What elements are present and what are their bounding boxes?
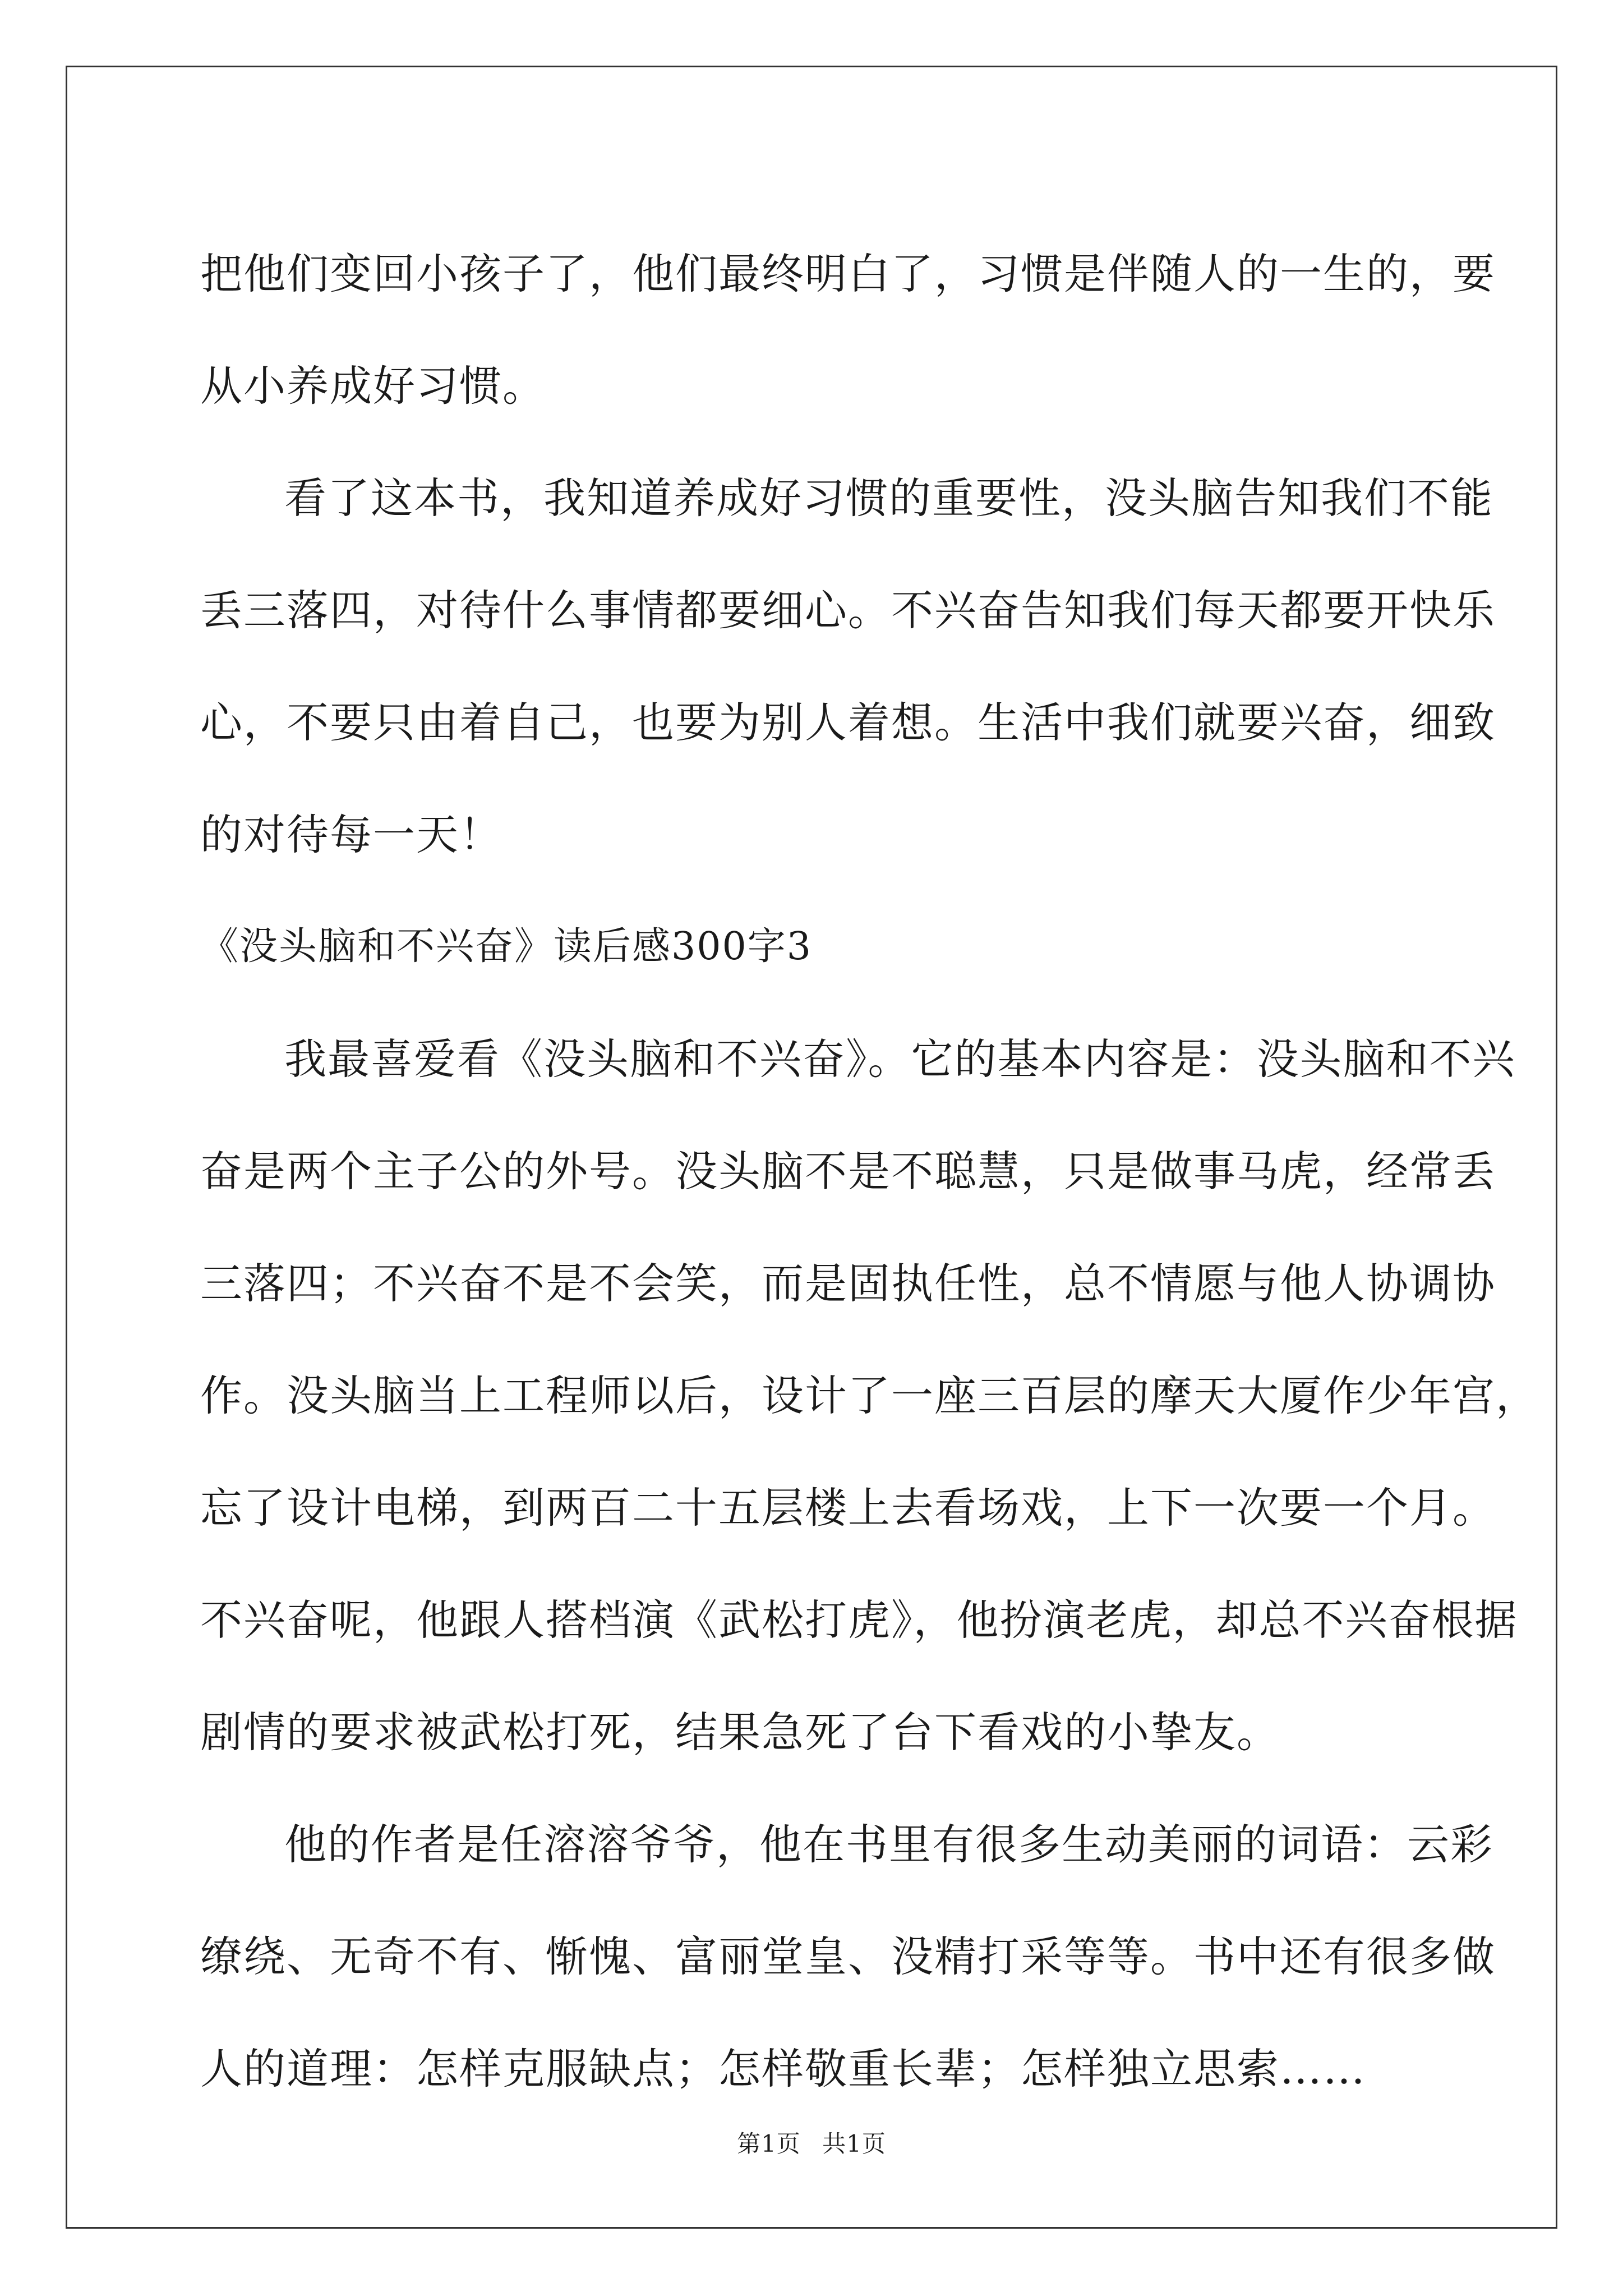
text-line: 我最喜爱看《没头脑和不兴奋》。它的基本内容是：没头脑和不兴	[284, 1034, 1516, 1084]
text-line: 奋是两个主子公的外号。没头脑不是不聪慧，只是做事马虎，经常丢	[200, 1147, 1496, 1196]
text-line: 心，不要只由着自己，也要为别人着想。生活中我们就要兴奋，细致	[200, 698, 1496, 747]
text-line: 三落四；不兴奋不是不会笑，而是固执任性，总不情愿与他人协调协	[200, 1259, 1496, 1308]
page-number: 第1页	[737, 2130, 801, 2157]
text-line: 的对待每一天！	[200, 810, 503, 859]
text-line: 他的作者是任溶溶爷爷，他在书里有很多生动美丽的词语：云彩	[284, 1820, 1494, 1869]
text-line: 看了这本书，我知道养成好习惯的重要性，没头脑告知我们不能	[284, 473, 1494, 523]
text-line: 从小养成好习惯。	[200, 361, 546, 411]
text-line: 把他们变回小孩子了，他们最终明白了，习惯是伴随人的一生的，要	[200, 249, 1496, 298]
page-footer	[0, 2125, 1623, 2159]
text-line: 作。没头脑当上工程师以后，设计了一座三百层的摩天大厦作少年宫，	[200, 1371, 1539, 1420]
text-line: 忘了设计电梯，到两百二十五层楼上去看场戏，上下一次要一个月。	[200, 1483, 1496, 1533]
text-line: 不兴奋呢，他跟人搭档演《武松打虎》，他扮演老虎，却总不兴奋根据	[200, 1595, 1518, 1645]
document-body	[200, 218, 1539, 2125]
section-heading: 《没头脑和不兴奋》读后感300字3	[200, 924, 813, 969]
text-line: 缭绕、无奇不有、惭愧、富丽堂皇、没精打采等等。书中还有很多做	[200, 1932, 1496, 1981]
page-total: 共1页	[822, 2130, 886, 2157]
text-line: 人的道理：怎样克服缺点；怎样敬重长辈；怎样独立思索……	[200, 2044, 1367, 2093]
text-line: 剧情的要求被武松打死，结果急死了台下看戏的小挚友。	[200, 1708, 1280, 1757]
text-line: 丢三落四，对待什么事情都要细心。不兴奋告知我们每天都要开快乐	[200, 586, 1496, 635]
